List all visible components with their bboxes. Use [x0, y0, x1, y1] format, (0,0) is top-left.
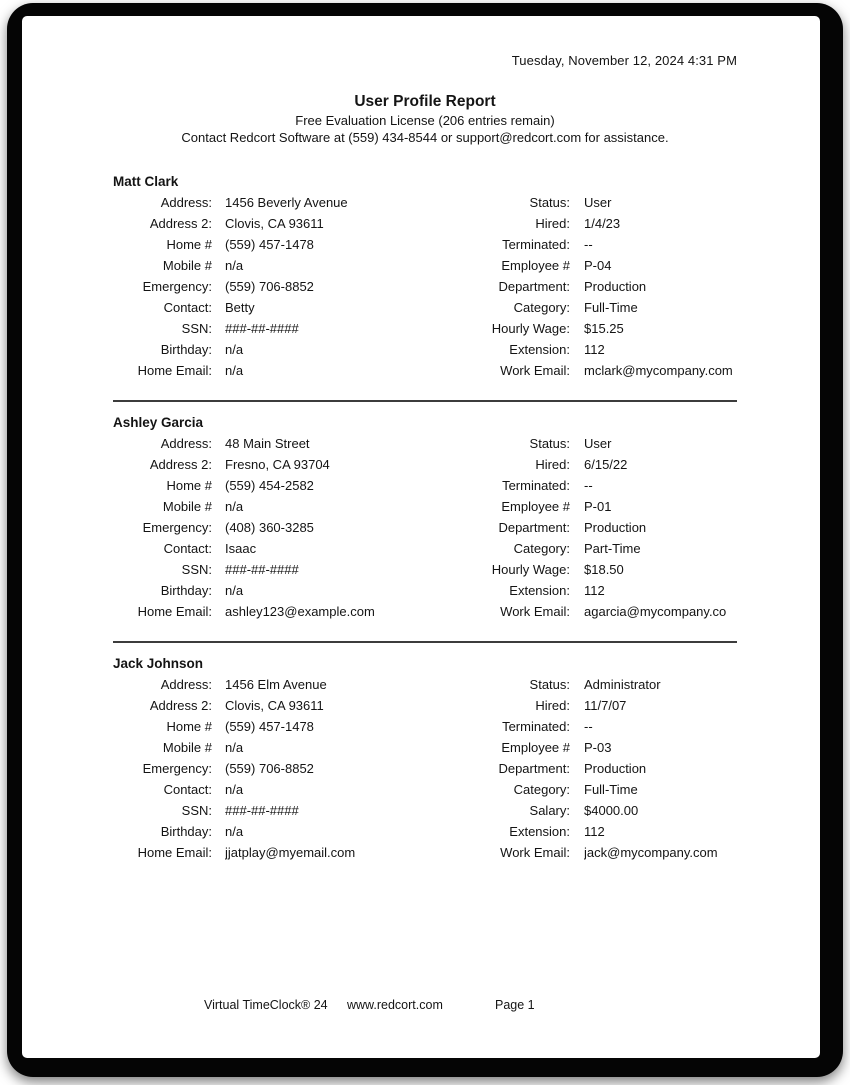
field-value: 11/7/07 [584, 698, 627, 713]
profile-field-row [113, 538, 737, 559]
field-value: Production [584, 279, 647, 294]
field-label: Status: [529, 677, 570, 692]
field-label: Emergency: [142, 761, 212, 776]
field-value: 48 Main Street [225, 436, 310, 451]
field-label: Category: [513, 541, 570, 556]
field-label: Contact: [163, 300, 212, 315]
profile-field-row [113, 360, 737, 381]
field-label: Mobile # [162, 499, 212, 514]
profile-section [113, 172, 737, 381]
license-line: Free Evaluation License (206 entries remain) [295, 113, 555, 128]
field-value: -- [584, 478, 593, 493]
field-value: 112 [584, 583, 605, 598]
profile-field-row [113, 255, 737, 276]
page-number: Page 1 [495, 998, 535, 1012]
field-label: Address 2: [149, 457, 212, 472]
field-value: $4000.00 [584, 803, 639, 818]
field-label: Department: [498, 520, 570, 535]
profile-field-row [113, 475, 737, 496]
field-label: Address 2: [149, 698, 212, 713]
field-value: ###-##-#### [225, 562, 299, 577]
profile-name: Jack Johnson [113, 656, 204, 671]
field-value: Production [584, 761, 647, 776]
field-label: Home # [166, 237, 212, 252]
page-title: User Profile Report [354, 93, 496, 110]
field-value: n/a [225, 258, 244, 273]
field-label: Department: [498, 279, 570, 294]
profile-field-row [113, 716, 737, 737]
field-label: Department: [498, 761, 570, 776]
field-value: agarcia@mycompany.co [584, 604, 727, 619]
field-value: Betty [225, 300, 255, 315]
report-content [113, 16, 737, 1058]
profile-name: Matt Clark [113, 174, 179, 189]
field-label: Birthday: [160, 583, 212, 598]
field-value: 112 [584, 824, 605, 839]
field-value: n/a [225, 499, 244, 514]
field-value: (559) 457-1478 [225, 719, 314, 734]
field-value: P-04 [584, 258, 612, 273]
profile-name: Ashley Garcia [113, 415, 204, 430]
website-url: www.redcort.com [347, 998, 443, 1012]
report-datetime: Tuesday, November 12, 2024 4:31 PM [511, 53, 737, 68]
profile-field-row [113, 580, 737, 601]
field-value: 1/4/23 [584, 216, 621, 231]
field-label: Home Email: [137, 363, 212, 378]
field-label: Hired: [535, 216, 570, 231]
field-value: 112 [584, 342, 605, 357]
profile-field-row [113, 318, 737, 339]
field-value: n/a [225, 740, 244, 755]
profile-field-row [113, 517, 737, 538]
field-label: Work Email: [500, 604, 570, 619]
profile-field-row [113, 496, 737, 517]
profile-field-row [113, 234, 737, 255]
field-label: SSN: [181, 803, 212, 818]
field-value: ###-##-#### [225, 803, 299, 818]
profile-field-row [113, 192, 737, 213]
profile-field-row [113, 559, 737, 580]
field-value: ashley123@example.com [225, 604, 375, 619]
app-name: Virtual TimeClock® 24 [204, 998, 328, 1012]
field-value: n/a [225, 363, 244, 378]
field-label: Home Email: [137, 845, 212, 860]
profile-field-row [113, 213, 737, 234]
field-label: Work Email: [500, 363, 570, 378]
field-label: Terminated: [502, 478, 570, 493]
profile-section [113, 413, 737, 622]
section-divider [113, 400, 737, 402]
field-value: P-03 [584, 740, 612, 755]
field-value: 1456 Elm Avenue [225, 677, 327, 692]
field-value: Production [584, 520, 647, 535]
field-label: SSN: [181, 562, 212, 577]
profile-field-row [113, 758, 737, 779]
field-label: Terminated: [502, 237, 570, 252]
field-label: Employee # [501, 740, 570, 755]
profile-section [113, 654, 737, 863]
field-value: $18.50 [584, 562, 624, 577]
field-label: Category: [513, 300, 570, 315]
field-value: jjatplay@myemail.com [225, 845, 356, 860]
field-value: n/a [225, 782, 244, 797]
profile-field-row [113, 779, 737, 800]
profile-field-row [113, 433, 737, 454]
field-label: Hourly Wage: [491, 562, 570, 577]
profile-field-row [113, 842, 737, 863]
field-label: Extension: [509, 342, 570, 357]
field-value: Full-Time [584, 300, 638, 315]
field-label: Contact: [163, 541, 212, 556]
field-label: Employee # [501, 499, 570, 514]
contact-line: Contact Redcort Software at (559) 434-8544 or support@redcort.com for assistance. [181, 130, 669, 145]
field-label: Address 2: [149, 216, 212, 231]
field-value: Administrator [584, 677, 661, 692]
field-label: Employee # [501, 258, 570, 273]
field-value: n/a [225, 342, 244, 357]
profile-field-row [113, 297, 737, 318]
field-label: Salary: [529, 803, 570, 818]
section-divider [113, 641, 737, 643]
profile-field-row [113, 821, 737, 842]
field-label: SSN: [181, 321, 212, 336]
field-label: Hired: [535, 698, 570, 713]
report-page [22, 16, 820, 1058]
profile-field-row [113, 601, 737, 622]
profile-field-row [113, 674, 737, 695]
field-value: (559) 706-8852 [225, 279, 314, 294]
field-label: Emergency: [142, 520, 212, 535]
field-label: Address: [160, 195, 212, 210]
field-value: Fresno, CA 93704 [225, 457, 330, 472]
field-label: Mobile # [162, 258, 212, 273]
profile-field-row [113, 454, 737, 475]
field-label: Address: [160, 436, 212, 451]
field-label: Emergency: [142, 279, 212, 294]
profile-field-row [113, 695, 737, 716]
field-label: Birthday: [160, 342, 212, 357]
field-value: 6/15/22 [584, 457, 628, 472]
field-value: User [584, 195, 612, 210]
field-value: -- [584, 719, 593, 734]
field-label: Contact: [163, 782, 212, 797]
field-value: -- [584, 237, 593, 252]
field-value: (408) 360-3285 [225, 520, 314, 535]
field-value: (559) 454-2582 [225, 478, 314, 493]
field-label: Work Email: [500, 845, 570, 860]
field-label: Extension: [509, 824, 570, 839]
field-value: Clovis, CA 93611 [225, 698, 324, 713]
field-label: Category: [513, 782, 570, 797]
field-label: Mobile # [162, 740, 212, 755]
field-value: Full-Time [584, 782, 638, 797]
field-value: User [584, 436, 612, 451]
field-value: ###-##-#### [225, 321, 299, 336]
field-label: Home Email: [137, 604, 212, 619]
field-label: Terminated: [502, 719, 570, 734]
field-label: Hourly Wage: [491, 321, 570, 336]
field-label: Status: [529, 436, 570, 451]
profile-field-row [113, 339, 737, 360]
field-value: P-01 [584, 499, 612, 514]
field-value: (559) 706-8852 [225, 761, 314, 776]
field-label: Status: [529, 195, 570, 210]
field-label: Address: [160, 677, 212, 692]
field-value: Part-Time [584, 541, 641, 556]
field-value: Isaac [225, 541, 257, 556]
field-label: Extension: [509, 583, 570, 598]
field-label: Birthday: [160, 824, 212, 839]
field-value: (559) 457-1478 [225, 237, 314, 252]
field-label: Home # [166, 719, 212, 734]
field-value: $15.25 [584, 321, 624, 336]
profile-field-row [113, 800, 737, 821]
page-footer [204, 997, 828, 1013]
field-label: Home # [166, 478, 212, 493]
field-value: n/a [225, 824, 244, 839]
profile-field-row [113, 737, 737, 758]
field-value: 1456 Beverly Avenue [225, 195, 348, 210]
field-value: n/a [225, 583, 244, 598]
profile-field-row [113, 276, 737, 297]
field-value: mclark@mycompany.com [584, 363, 733, 378]
field-label: Hired: [535, 457, 570, 472]
field-value: jack@mycompany.com [584, 845, 718, 860]
field-value: Clovis, CA 93611 [225, 216, 324, 231]
